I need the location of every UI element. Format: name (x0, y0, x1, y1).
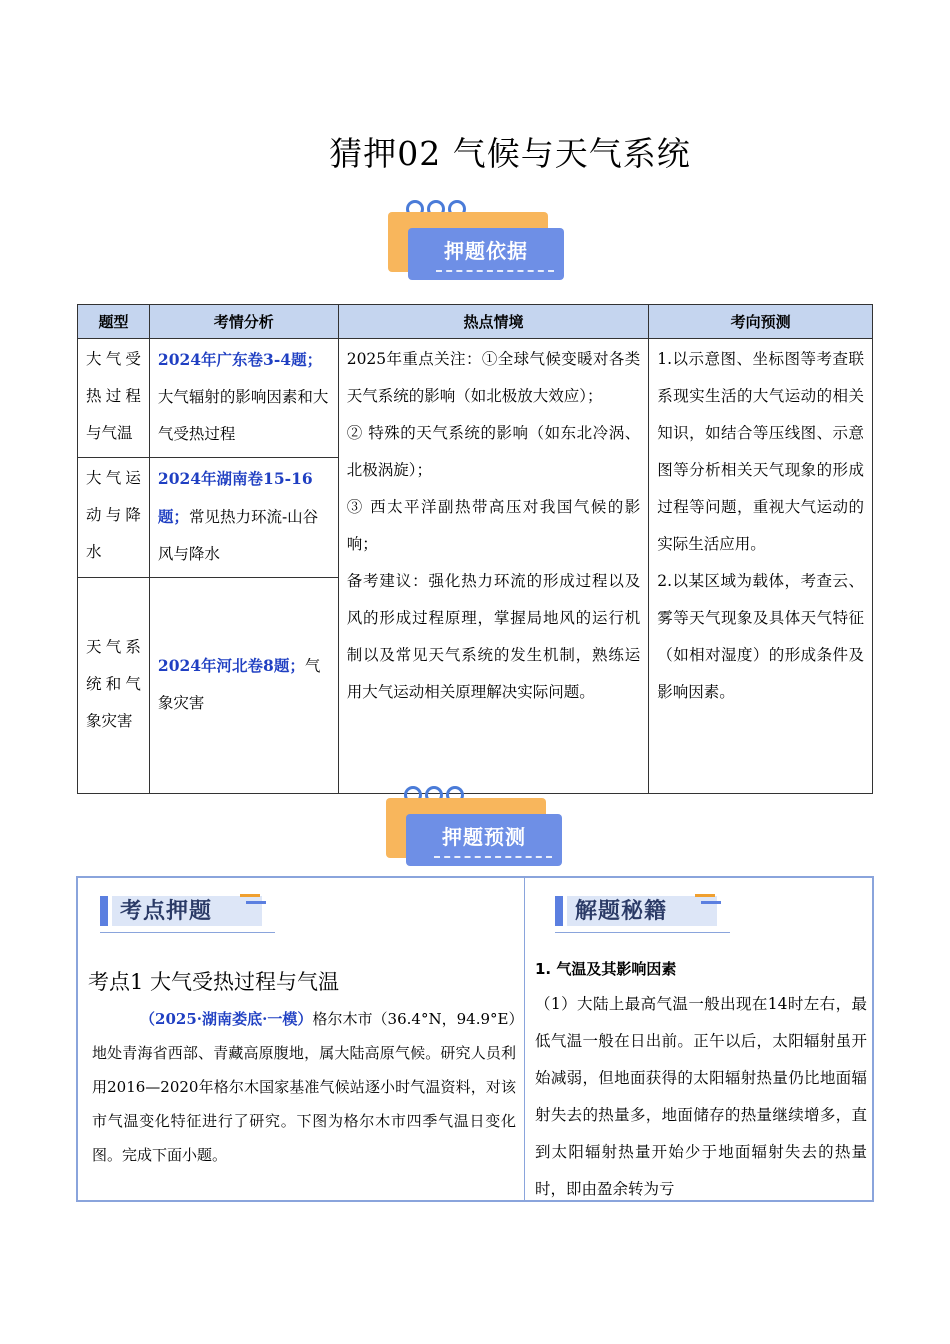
tip-heading: 1. 气温及其影响因素 (535, 960, 677, 978)
analysis-text: 大气辐射的影响因素和大气受热过程 (157, 388, 329, 443)
header-cell: 考情分析 (149, 305, 338, 339)
analysis-cell (149, 578, 338, 794)
forecast-line: 1.以示意图、坐标图等考查联系现实生活的大气运动的相关知识，如结合等压线图、示意图等分析相关天气现象的形成过程等问题，重视大气运动的实际生活应用。 (657, 350, 864, 553)
badge-basis-label: 押题依据 (444, 239, 528, 263)
hotspot-line: ② 特殊的天气系统的影响（如东北冷涡、北极涡旋）； (346, 424, 641, 479)
question-source: （2025·湖南娄底·一模） (140, 1010, 313, 1028)
badge-prediction-label: 押题预测 (442, 825, 526, 849)
exam-table (77, 304, 873, 794)
question-text: 格尔木市（36.4°N，94.9°E）地处青海省西部、青藏高原腹地，属大陆高原气候。研究人员利用2016—2020年格尔木国家基准气候站逐小时气温资料，对该市气温变化特征进行了研究。下图为格尔木市四季气温日变化图。完成下面小题。 (92, 1010, 516, 1164)
forecast-line: 2.以某区域为载体，考查云、雾等天气现象及具体天气特征（如相对湿度）的形成条件及影响因素。 (657, 572, 864, 701)
header-cell: 题型 (78, 305, 150, 339)
section-tag-label: 考点押题 (120, 899, 213, 924)
badge-basis (388, 200, 568, 290)
analysis-text: 常见热力环流-山谷风与降水 (157, 508, 319, 563)
source-ref: 2024年湖南卷15-16题； (157, 469, 313, 526)
section-tag-label: 解题秘籍 (575, 899, 668, 924)
source-ref: 2024年河北卷8题； (157, 656, 305, 675)
left-column (78, 878, 524, 1200)
type-cell: 天气系统和气象灾害 (78, 578, 150, 794)
question-body (92, 1002, 516, 1172)
analysis-cell (149, 339, 338, 458)
source-ref: 2024年广东卷3-4题； (157, 350, 323, 369)
type-cell: 大气运动与降水 (78, 458, 150, 578)
table-header (78, 305, 873, 339)
prediction-box (76, 876, 874, 1202)
hotspot-line: ③ 西太平洋副热带高压对我国气候的影响； (346, 498, 641, 553)
page-title: 猜押02 气候与天气系统 (329, 134, 691, 173)
hotspot-line: 备考建议：强化热力环流的形成过程以及风的形成过程原理，掌握局地风的运行机制以及常见天气系统的发生机制，熟练运用大气运动相关原理解决实际问题。 (346, 572, 641, 701)
analysis-text: 气象灾害 (157, 657, 321, 712)
section-tag-left (100, 892, 275, 932)
header-cell: 热点情境 (338, 305, 649, 339)
right-column (524, 878, 874, 1200)
hotspot-line: 2025年重点关注：①全球气候变暖对各类天气系统的影响（如北极放大效应）； (346, 350, 641, 405)
header-cell: 考向预测 (649, 305, 873, 339)
forecast-cell (649, 339, 873, 794)
analysis-cell (149, 458, 338, 578)
section-tag-right (555, 892, 730, 932)
hotspot-cell (338, 339, 649, 794)
tip-text: （1）大陆上最高气温一般出现在14时左右，最低气温一般在日出前。正午以后，太阳辐射虽开始减弱，但地面获得的太阳辐射热量仍比地面辐射失去的热量多，地面储存的热量继续增多，直到太阳辐射热量开始少于地面辐射失去的热量时，即由盈余转为亏 (535, 995, 867, 1198)
topic-title: 考点1 大气受热过程与气温 (88, 970, 340, 994)
type-cell: 大气受热过程与气温 (78, 339, 150, 458)
badge-prediction (386, 786, 566, 876)
table-row (78, 339, 873, 458)
